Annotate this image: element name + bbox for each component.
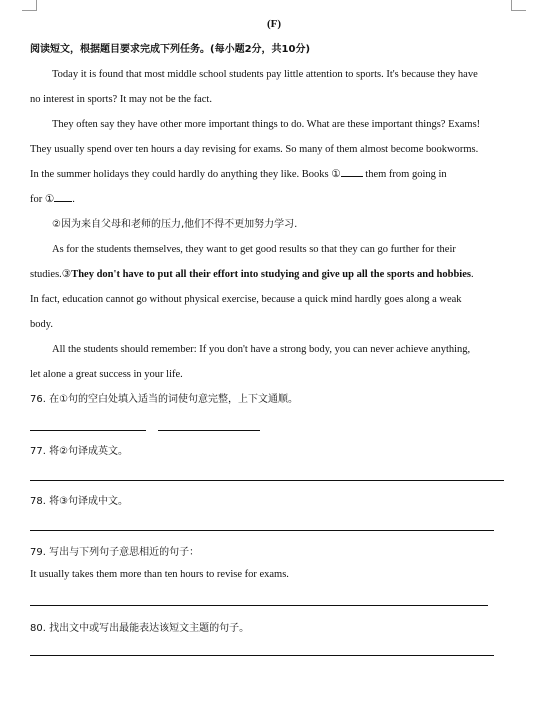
- passage-text: studies.③: [30, 269, 72, 280]
- answer-line-78[interactable]: [30, 530, 494, 531]
- answer-line-80[interactable]: [30, 655, 494, 656]
- passage-text: .: [72, 194, 75, 205]
- section-title: (F): [266, 18, 282, 30]
- question-80: 80. 找出文中或写出最能表达该短文主题的句子。: [30, 623, 250, 634]
- passage-text: for ①: [30, 194, 55, 205]
- answer-line-79[interactable]: [30, 605, 488, 606]
- passage-line: They usually spend over ten hours a day revising for exams. So many of them almost become bookworms.: [30, 144, 479, 155]
- passage-text: them from going in: [362, 169, 447, 180]
- passage-line: let alone a great success in your life.: [30, 369, 183, 380]
- answer-line-77[interactable]: [30, 480, 504, 481]
- instructions: 阅读短文，根据题目要求完成下列任务。(每小题2分，共10分): [30, 44, 311, 55]
- question-78: 78. 将③句译成中文。: [30, 496, 129, 507]
- passage-line: body.: [30, 319, 53, 330]
- answer-line-76a[interactable]: [30, 430, 146, 431]
- passage-text: In the summer holidays they could hardly do anything they like. Books ①: [30, 169, 341, 180]
- passage-line: Today it is found that most middle school students pay little attention to sports. It's because they have: [52, 69, 478, 80]
- page-corner-mark-right: [511, 0, 526, 11]
- question-76: 76. 在①句的空白处填入适当的词使句意完整，上下文通顺。: [30, 394, 299, 405]
- answer-line-76b[interactable]: [158, 430, 260, 431]
- passage-line: [30, 265, 510, 290]
- passage-line: As for the students themselves, they want to get good results so that they can go further for their: [52, 244, 456, 255]
- passage-line: All the students should remember: If you don't have a strong body, you can never achieve anything,: [52, 344, 471, 355]
- passage-line: no interest in sports? It may not be the fact.: [30, 94, 212, 105]
- document-body: [30, 40, 510, 415]
- passage-line-chinese: ②因为来自父母和老师的压力,他们不得不更加努力学习.: [52, 219, 298, 230]
- question-77: 77. 将②句译成英文。: [30, 446, 129, 457]
- passage-text: .: [470, 269, 474, 280]
- question-79: 79. 写出与下列句子意思相近的句子：: [30, 547, 200, 558]
- bold-sentence: They don't have to put all their effort into studying and give up all the sports and hobbies: [71, 269, 471, 280]
- passage-line: They often say they have other more important things to do. What are these important things? Exams!: [52, 119, 481, 130]
- fill-blank[interactable]: [54, 191, 72, 202]
- passage-line: [30, 190, 510, 215]
- passage-line: [30, 165, 510, 190]
- passage-line: In fact, education cannot go without physical exercise, because a quick mind hardly goes along a weak: [30, 294, 462, 305]
- fill-blank[interactable]: [341, 166, 363, 177]
- question-79-sentence: It usually takes them more than ten hours to revise for exams.: [30, 569, 289, 580]
- page-corner-mark-left: [22, 0, 37, 11]
